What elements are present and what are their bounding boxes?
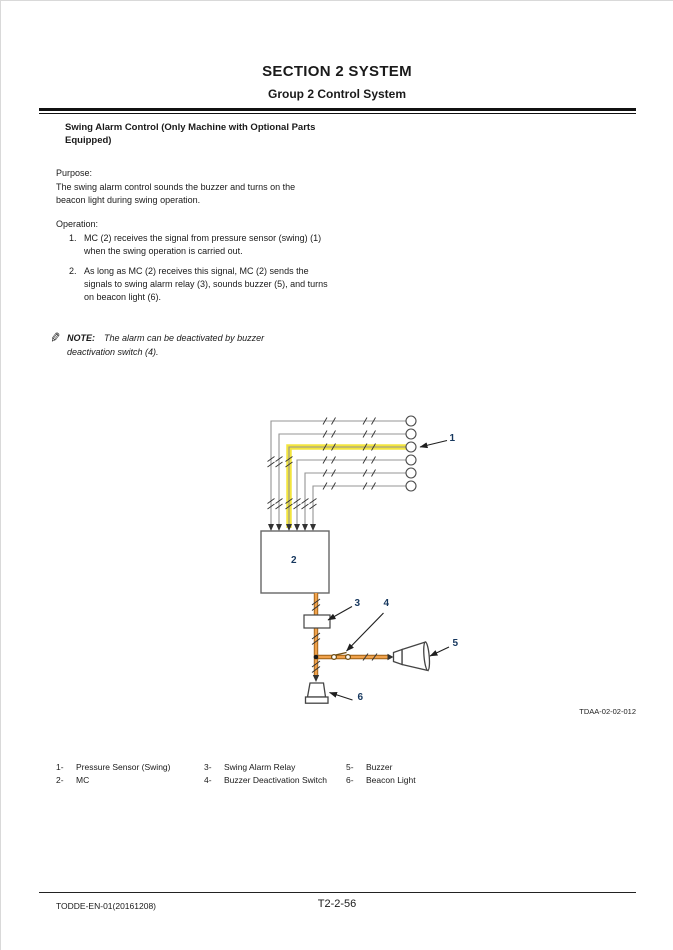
legend-num: 1- <box>56 762 64 772</box>
output-wires <box>316 593 388 677</box>
callout-2: 2 <box>291 555 297 566</box>
step-text: As long as MC (2) receives this signal, MC (2) sends the signals to swing alarm relay (3), sounds buzzer (5), and turns on beacon light (6). <box>84 266 328 302</box>
step-text: MC (2) receives the signal from pressure sensor (swing) (1) when the swing operation is carried out. <box>84 233 322 256</box>
highlighted-signal-wire <box>289 447 406 528</box>
callout-5: 5 <box>452 638 459 649</box>
pencil-note-icon: ✎ <box>48 329 62 346</box>
legend-label: Buzzer <box>366 762 393 772</box>
footer-page-number: T2-2-56 <box>317 898 357 910</box>
callout-1: 1 <box>449 433 456 444</box>
pressure-sensor-connector <box>406 442 416 452</box>
footer-rule <box>39 892 636 893</box>
purpose-text: The swing alarm control sounds the buzzer and turns on the beacon light during swing operation. <box>56 182 296 205</box>
beacon-light-symbol <box>306 683 329 703</box>
purpose-label: Purpose: <box>56 168 93 178</box>
legend-num: 5- <box>346 762 354 772</box>
legend-num: 4- <box>204 775 212 785</box>
swing-alarm-relay-box <box>304 615 330 628</box>
arrowhead-to-beacon <box>313 675 319 682</box>
header-rule-thick <box>39 108 636 111</box>
legend-item-6 <box>346 775 416 785</box>
legend-label: MC <box>76 775 90 785</box>
step-number: 1. <box>69 233 77 243</box>
callout-6: 6 <box>357 691 364 703</box>
footer-doc-code: TODDE-EN-01(20161208) <box>56 901 156 911</box>
callout-3: 3 <box>354 597 361 609</box>
connector-circles <box>406 416 416 491</box>
legend-label: Swing Alarm Relay <box>224 762 296 772</box>
legend-num: 3- <box>204 762 212 772</box>
wire-junction <box>314 655 319 660</box>
legend-item-5 <box>346 762 392 772</box>
callout-arrows <box>328 441 449 701</box>
figure-code: TDAA-02-02-012 <box>579 707 636 716</box>
output-wire-breaks <box>312 599 377 673</box>
legend-item-3 <box>204 762 295 772</box>
group-title: Group 2 Control System <box>267 87 407 101</box>
legend-label: Pressure Sensor (Swing) <box>76 762 171 772</box>
legend-num: 6- <box>346 775 354 785</box>
header-rule-thin <box>39 113 636 114</box>
section-title: SECTION 2 SYSTEM <box>262 63 412 80</box>
wire-break-marks <box>268 418 376 510</box>
legend-item-2 <box>56 775 89 785</box>
legend-num: 2- <box>56 775 64 785</box>
legend-label: Buzzer Deactivation Switch <box>224 775 327 785</box>
swing-alarm-schematic <box>251 401 471 721</box>
operation-label: Operation: <box>56 219 99 229</box>
arrowhead-to-buzzer <box>388 654 394 660</box>
legend-item-1 <box>56 762 170 772</box>
note-block <box>67 332 295 359</box>
topic-heading: Swing Alarm Control (Only Machine with Optional Parts Equipped) <box>65 122 316 146</box>
buzzer-horn <box>394 642 431 671</box>
step-number: 2. <box>69 266 77 276</box>
note-text: The alarm can be deactivated by buzzer deactivation switch (4). <box>67 333 265 357</box>
legend-item-4 <box>204 775 327 785</box>
legend-label: Beacon Light <box>366 775 416 785</box>
note-label: NOTE: <box>67 333 95 343</box>
callout-4: 4 <box>383 597 390 609</box>
